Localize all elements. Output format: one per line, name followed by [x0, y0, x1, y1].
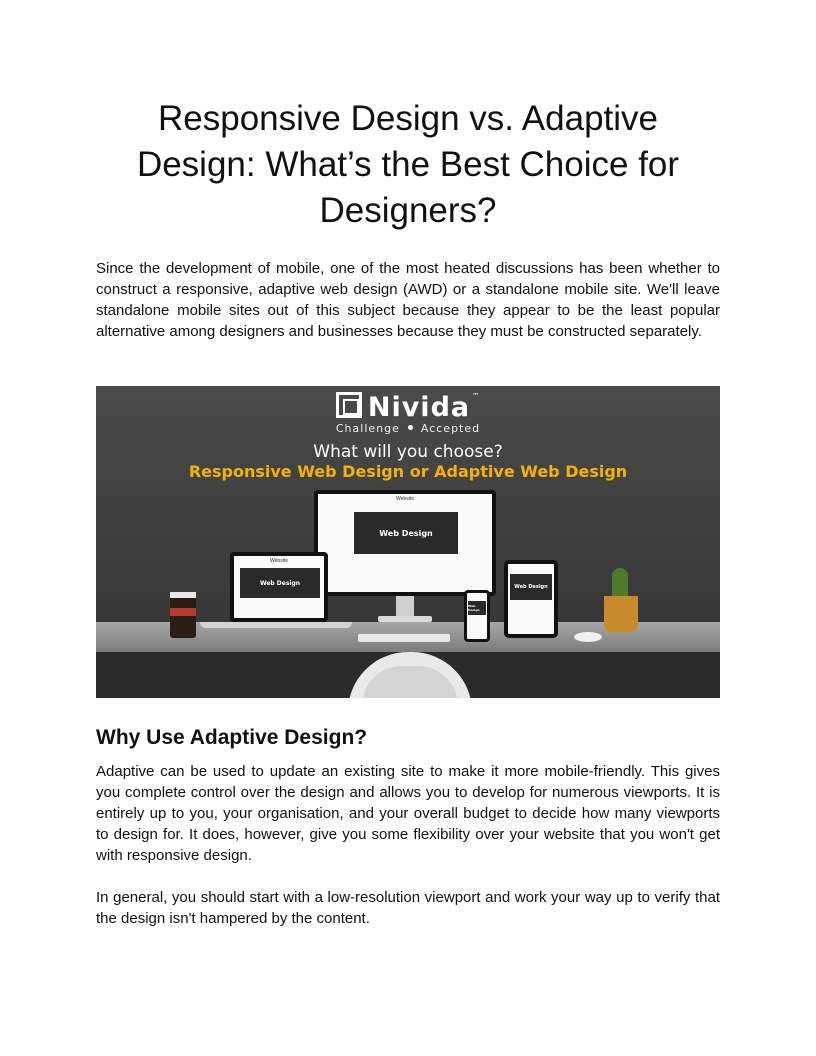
logo-mark-icon	[336, 392, 362, 418]
page-title: Responsive Design vs. Adaptive Design: What’s the Best Choice for Designers?	[136, 99, 680, 230]
monitor-hero-text: Web Design	[354, 512, 458, 554]
banner-choice: Responsive Web Design or Adaptive Web Design	[188, 462, 628, 481]
tablet-illustration	[504, 560, 558, 638]
banner-question: What will you choose?	[313, 442, 503, 462]
laptop-site-header: Website	[270, 558, 288, 564]
tagline-right: Accepted	[420, 422, 481, 435]
desktop-monitor-illustration	[314, 490, 496, 596]
section-paragraph-2: In general, you should start with a low-resolution viewport and work your way up to verify that the design isn't hampered by the content.	[96, 889, 720, 927]
keyboard-illustration	[358, 634, 450, 642]
brand-name: Nivida	[367, 392, 471, 423]
hero-banner-image	[96, 386, 720, 698]
laptop-base	[200, 622, 352, 628]
trademark-symbol: ™	[472, 392, 481, 400]
coffee-cup-band	[170, 608, 196, 616]
intro-paragraph: Since the development of mobile, one of the most heated discussions has been whether to construct a responsive, adaptive web design (AWD) or a standalone mobile site. We'll leave standalone mobile sites out of this subject because they appear to be the least popular alternative among designers and businesses because they must be constructed separately.	[96, 260, 720, 340]
tablet-hero-text: Web Design	[510, 574, 552, 600]
cactus-illustration	[612, 568, 628, 598]
monitor-stand	[396, 596, 414, 618]
brand-tagline	[96, 422, 720, 435]
tagline-left: Challenge	[335, 422, 400, 435]
bullet-dot-icon	[408, 425, 413, 430]
plant-pot-illustration	[604, 596, 638, 632]
section-paragraph-1: Adaptive can be used to update an existing site to make it more mobile-friendly. This gives you complete control over the design and allows you to develop for numerous viewports. It is entirely up to you, your organisation, and your overall budget to decide how many viewports to design for. It does, however, give you some flexibility over your website that you won't get with responsive design.	[96, 763, 720, 864]
brand-logo	[96, 392, 720, 423]
mouse-illustration	[574, 632, 602, 642]
laptop-hero-text: Web Design	[240, 568, 320, 598]
phone-illustration	[464, 590, 490, 642]
phone-hero-text: Web Design	[468, 601, 486, 615]
section-heading: Why Use Adaptive Design?	[96, 726, 368, 749]
monitor-stand-base	[378, 616, 432, 622]
laptop-illustration	[230, 552, 328, 622]
monitor-site-header: Website	[396, 496, 414, 502]
